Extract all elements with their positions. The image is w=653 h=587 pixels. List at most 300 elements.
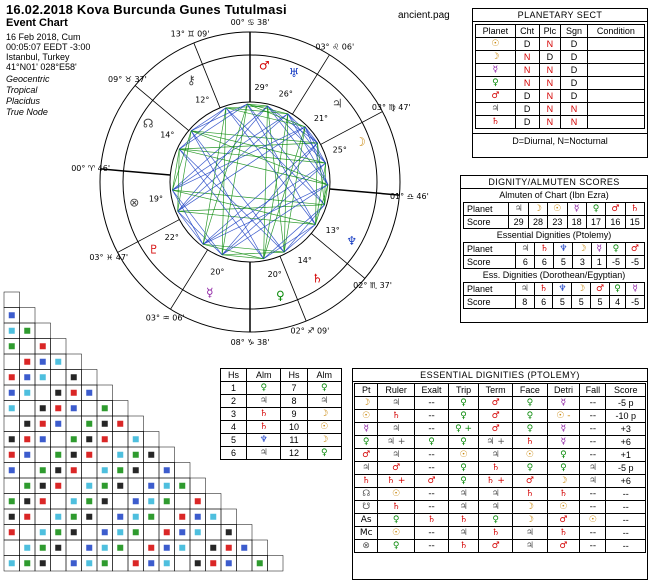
score-row (464, 216, 645, 229)
dignity-cell: +3 (606, 423, 646, 436)
dignity-cell: ♂ (547, 514, 580, 527)
aspect-mark (86, 498, 92, 504)
aspect-cell (206, 494, 222, 510)
planet-glyph: ♃ (476, 103, 516, 116)
house-cusp-line (321, 112, 383, 145)
aspect-mark (133, 436, 139, 442)
aspect-grid (2, 290, 302, 585)
dignity-cell: ♃ (378, 397, 415, 410)
dignity-cell: ♄ (547, 488, 580, 501)
aspect-mark (24, 452, 30, 458)
dignity-cell: ♀ (378, 514, 415, 527)
score-cell: 5 (591, 296, 610, 309)
sect-condition-cell (587, 51, 644, 64)
column-header: Detri (547, 384, 580, 397)
aspect-cell (4, 540, 20, 556)
dignity-cell: ☿ (547, 436, 580, 449)
chart-option-geocentric: Geocentric (6, 74, 50, 84)
dignity-cell: -- (414, 397, 448, 410)
aspect-mark (9, 405, 15, 411)
point-glyph: ☊ (355, 488, 378, 501)
score-cell: 8 (515, 296, 534, 309)
aspect-cell (175, 556, 191, 572)
planet-degree: 14° (160, 130, 175, 140)
dignity-cell: ♀ + (449, 423, 479, 436)
aspect-mark (71, 374, 77, 380)
dignity-cell: ♂ (479, 423, 513, 436)
sect-sgn-cell: D (561, 90, 588, 103)
aspect-mark (86, 545, 92, 551)
score-cell: -5 (607, 256, 626, 269)
aspect-mark (117, 483, 123, 489)
score-cell: 18 (567, 216, 586, 229)
aspect-mark (117, 452, 123, 458)
dignity-cell: ♃ (580, 475, 606, 488)
column-header: Trip (449, 384, 479, 397)
dignity-cell: ☽ (513, 501, 547, 514)
sect-cht-cell: N (515, 64, 539, 77)
aspect-cell (268, 556, 284, 572)
aspect-cell (82, 370, 98, 386)
ptolemy-dignity-table (463, 242, 645, 269)
column-header: Fall (580, 384, 606, 397)
sect-plc-cell: N (539, 38, 561, 51)
aspect-mark (86, 421, 92, 427)
chart-location: Istanbul, Turkey (6, 52, 70, 62)
aspect-mark (55, 514, 61, 520)
score-cell: 6 (534, 296, 553, 309)
table-row (476, 116, 645, 129)
aspect-cell (190, 478, 206, 494)
aspect-mark (40, 374, 46, 380)
house-cusp-label: 03° ♓ 47' (89, 253, 129, 263)
aspect-mark (9, 328, 15, 334)
dignity-cell: -- (580, 449, 606, 462)
planet-degree: 22° (164, 232, 179, 242)
aspect-cell (128, 416, 144, 432)
planet-glyph: ♂ (258, 58, 270, 73)
planet-glyph: ☽ (573, 243, 592, 256)
chart-subtitle: Event Chart (6, 17, 68, 29)
point-glyph: ⊗ (355, 540, 378, 553)
aspect-line (179, 149, 328, 185)
aspect-cell (20, 308, 36, 324)
score-cell: 1 (592, 256, 607, 269)
planet-glyph: ☊ (142, 116, 154, 131)
aspect-line (222, 255, 263, 259)
aspect-cell (237, 556, 253, 572)
planet-degree: 20° (267, 270, 282, 280)
aspect-cell (82, 525, 98, 541)
almuten-glyph: ♄ (247, 421, 281, 434)
aspect-cell (20, 401, 36, 417)
planet-degree: 19° (148, 194, 164, 204)
dignity-cell: -- (580, 397, 606, 410)
aspect-line (264, 224, 316, 258)
dignity-almuten-panel (460, 175, 648, 323)
dignity-cell: -- (580, 527, 606, 540)
planet-row (464, 243, 645, 256)
aspect-cell (35, 509, 51, 525)
dignity-cell: ☉ (513, 449, 547, 462)
aspect-mark (24, 421, 30, 427)
aspect-cell (144, 525, 160, 541)
score-cell: -5 (626, 296, 645, 309)
score-cell: 5 (572, 296, 591, 309)
score-cell: 29 (509, 216, 528, 229)
planet-glyph: ♃ (516, 243, 535, 256)
dignity-cell: ♄ (378, 410, 415, 423)
aspect-mark (55, 545, 61, 551)
aspect-mark (117, 545, 123, 551)
dignity-cell: -- (414, 501, 448, 514)
aspect-mark (86, 390, 92, 396)
planet-glyph: ♄ (476, 116, 516, 129)
aspect-mark (195, 514, 201, 520)
aspect-mark (102, 421, 108, 427)
house-cusp-label: 08° ♑ 38' (230, 338, 270, 347)
planet-glyph: ☿ (206, 285, 214, 300)
column-header: Cht (515, 25, 539, 38)
planet-glyph: ♂ (625, 243, 644, 256)
dignity-cell: -- (606, 488, 646, 501)
aspect-mark (102, 467, 108, 473)
row-label: Planet (464, 243, 516, 256)
aspect-mark (133, 529, 139, 535)
score-cell: 6 (516, 256, 535, 269)
column-header: Condition (587, 25, 644, 38)
essential-dignities-rows (355, 397, 646, 553)
aspect-cell (237, 525, 253, 541)
dignity-cell: -- (580, 410, 606, 423)
dignity-cell: ♄ (378, 501, 415, 514)
aspect-mark (9, 390, 15, 396)
aspect-mark (71, 560, 77, 566)
table-row (476, 38, 645, 51)
table-row (476, 90, 645, 103)
almuten-glyph: ♃ (247, 395, 281, 408)
row-label: Planet (464, 203, 509, 216)
aspect-mark (195, 560, 201, 566)
aspect-mark (71, 514, 77, 520)
sect-sgn-cell: D (561, 64, 588, 77)
dignity-cell: ♃ + (479, 436, 513, 449)
aspect-mark (226, 560, 232, 566)
aspect-mark (164, 467, 170, 473)
house-cusp-label: 09° ♉ 37' (108, 75, 147, 85)
aspect-mark (71, 529, 77, 535)
aspect-mark (210, 514, 216, 520)
dignity-cell: ♄ (479, 462, 513, 475)
planetary-sect-legend: D=Diurnal, N=Nocturnal (473, 133, 647, 146)
chart-coords: 41°N01' 028°E58' (6, 62, 77, 72)
sect-cht-cell: N (515, 77, 539, 90)
aspect-mark (24, 545, 30, 551)
planet-glyph: ♀ (586, 203, 605, 216)
aspect-line (222, 163, 326, 255)
planet-glyph: ♄ (625, 203, 644, 216)
planet-glyph: ♅ (288, 66, 300, 81)
almuten-glyph: ♄ (247, 408, 281, 421)
aspect-mark (24, 514, 30, 520)
house-cusp-line (101, 169, 171, 175)
aspect-cell (97, 385, 113, 401)
aspect-cell (113, 401, 129, 417)
dignity-cell: ♃ + (378, 436, 415, 449)
score-cell: 4 (609, 296, 625, 309)
aspect-mark (179, 483, 185, 489)
aspect-mark (195, 529, 201, 535)
point-glyph: ♄ (355, 475, 378, 488)
point-glyph: ☽ (355, 397, 378, 410)
aspect-mark (164, 498, 170, 504)
chart-time: 00:05:07 EEDT -3:00 (6, 42, 91, 52)
column-header: Pt (355, 384, 378, 397)
dignity-cell: -- (580, 436, 606, 449)
dignity-cell: ♀ (513, 410, 547, 423)
point-glyph: ☉ (355, 410, 378, 423)
aspect-mark (148, 452, 154, 458)
dignity-cell: -- (414, 488, 448, 501)
dignity-cell: ♃ (449, 527, 479, 540)
egyptian-dignity-table (463, 282, 645, 309)
aspect-mark (55, 390, 61, 396)
planet-degree: 12° (195, 95, 210, 105)
almuten-glyph: ♃ (307, 395, 341, 408)
house-cusp-label: 03° ♒ 06' (145, 313, 185, 323)
house-number: 7 (281, 382, 307, 395)
dignity-cell: ♀ (378, 540, 415, 553)
table-row (355, 488, 646, 501)
point-glyph: ☋ (355, 501, 378, 514)
aspect-line (178, 211, 203, 244)
column-header: Plc (539, 25, 561, 38)
aspect-cell (159, 509, 175, 525)
column-header: Term (479, 384, 513, 397)
aspect-cell (66, 540, 82, 556)
almuten-glyph: ☽ (307, 434, 341, 447)
house-cusp-label: 00° ♋ 38' (230, 18, 270, 27)
sect-plc-cell: N (539, 77, 561, 90)
dignity-cell: ♂ (479, 397, 513, 410)
sect-sgn-cell: D (561, 51, 588, 64)
aspect-mark (24, 498, 30, 504)
dignity-cell: ♃ (513, 540, 547, 553)
sect-cht-cell: D (515, 90, 539, 103)
aspect-mark (148, 514, 154, 520)
dignity-cell: -- (606, 540, 646, 553)
planet-row (464, 283, 645, 296)
dignity-cell: -- (414, 540, 448, 553)
dignity-cell: ♀ (513, 423, 547, 436)
aspect-cell (35, 385, 51, 401)
aspect-mark (179, 529, 185, 535)
aspect-mark (40, 343, 46, 349)
column-header: Face (513, 384, 547, 397)
dignity-cell: ♀ (449, 410, 479, 423)
planetary-sect-panel (472, 8, 648, 158)
aspect-mark (40, 421, 46, 427)
dignity-cell: ♀ (449, 462, 479, 475)
column-header: Alm (247, 369, 281, 382)
planet-glyph: ♃ (331, 96, 343, 111)
aspect-mark (24, 483, 30, 489)
score-row (464, 256, 645, 269)
column-header: Planet (476, 25, 516, 38)
table-row (355, 475, 646, 488)
dignity-cell: ♃ (513, 527, 547, 540)
aspect-cell (206, 525, 222, 541)
aspect-line (172, 106, 267, 190)
dignity-cell: ♂ (513, 475, 547, 488)
aspect-line (179, 149, 263, 259)
house-cusp-label: 02° ♐ 09' (290, 326, 330, 336)
dignity-cell: ☉ (378, 527, 415, 540)
row-label: Score (464, 296, 516, 309)
dignity-cell: ♄ (479, 527, 513, 540)
aspect-mark (24, 328, 30, 334)
house-number: 3 (221, 408, 247, 421)
house-number: 12 (281, 447, 307, 460)
aspect-line (222, 252, 284, 255)
aspect-line (178, 106, 268, 211)
dignity-cell: ♃ (378, 423, 415, 436)
aspect-mark (55, 359, 61, 365)
planet-glyph: ☽ (355, 134, 366, 149)
planet-glyph: ⚷ (186, 73, 196, 88)
dignity-cell: ♂ (378, 462, 415, 475)
dignity-cell: ♀ (547, 462, 580, 475)
sect-sgn-cell: N (561, 116, 588, 129)
aspect-mark (179, 545, 185, 551)
aspect-mark (9, 467, 15, 473)
planet-glyph: ♂ (606, 203, 625, 216)
dignity-cell: -- (414, 462, 448, 475)
aspect-line (268, 106, 318, 143)
aspect-mark (40, 483, 46, 489)
ibn-ezra-title: Almuten of Chart (Ibn Ezra) (499, 190, 609, 200)
row-label: Planet (464, 283, 516, 296)
dignity-cell: -- (414, 410, 448, 423)
aspect-cell (144, 463, 160, 479)
table-header-row (355, 384, 646, 397)
aspect-cell (51, 494, 67, 510)
planet-glyph: ☿ (567, 203, 586, 216)
almuten-glyph: ♃ (247, 447, 281, 460)
aspect-mark (9, 529, 15, 535)
aspect-mark (86, 560, 92, 566)
dignity-cell: ♀ (547, 449, 580, 462)
aspect-line (178, 211, 316, 224)
aspect-mark (226, 529, 232, 535)
dignity-cell: ♀ (449, 436, 479, 449)
aspect-mark (40, 359, 46, 365)
aspect-mark (40, 560, 46, 566)
dignity-cell: ♀ (449, 475, 479, 488)
planet-glyph: ☿ (626, 283, 645, 296)
table-row (476, 77, 645, 90)
house-number: 9 (281, 408, 307, 421)
dignity-cell: -- (606, 501, 646, 514)
dignity-cell: -5 p (606, 397, 646, 410)
score-cell: 5 (553, 296, 572, 309)
table-row (355, 540, 646, 553)
planet-glyph: ♃ (509, 203, 528, 216)
planet-glyph: ☽ (572, 283, 591, 296)
dignity-cell: ♂ (479, 410, 513, 423)
aspect-mark (9, 514, 15, 520)
house-number: 6 (221, 447, 247, 460)
almuten-glyph: ♀ (307, 382, 341, 395)
table-header-row (476, 25, 645, 38)
aspect-mark (71, 405, 77, 411)
dignity-cell: ♄ + (378, 475, 415, 488)
aspect-line (264, 114, 288, 259)
aspect-cell (175, 494, 191, 510)
house-cusp-line (330, 189, 400, 195)
planet-glyph: ♀ (276, 288, 285, 303)
aspect-cell (97, 509, 113, 525)
planet-glyph: ♇ (148, 242, 160, 257)
sect-plc-cell: N (539, 90, 561, 103)
aspect-mark (102, 405, 108, 411)
sect-cht-cell: N (515, 51, 539, 64)
aspect-mark (102, 498, 108, 504)
table-row (476, 51, 645, 64)
score-cell: 15 (625, 216, 644, 229)
table-row (355, 436, 646, 449)
planetary-sect-table (475, 24, 645, 129)
sect-sgn-cell: D (561, 77, 588, 90)
dignity-cell: ♃ (479, 501, 513, 514)
aspect-cell (66, 354, 82, 370)
dignity-cell: ♃ (449, 501, 479, 514)
sect-condition-cell (587, 90, 644, 103)
sect-sgn-cell: D (561, 38, 588, 51)
planet-degree: 20° (210, 267, 225, 277)
aspect-cell (221, 509, 237, 525)
aspect-cell (4, 478, 20, 494)
aspect-cell (159, 447, 175, 463)
house-number: 11 (281, 434, 307, 447)
aspect-mark (241, 545, 247, 551)
chart-option-node: True Node (6, 107, 48, 117)
aspect-mark (55, 529, 61, 535)
planet-glyph: ♀ (476, 77, 516, 90)
house-number: 10 (281, 421, 307, 434)
planet-glyph: ♃ (515, 283, 534, 296)
aspect-line (305, 127, 326, 163)
sect-condition-cell (587, 116, 644, 129)
aspect-cell (20, 339, 36, 355)
dignity-cell: -- (580, 423, 606, 436)
planet-glyph: ☿ (476, 64, 516, 77)
aspect-mark (133, 560, 139, 566)
aspect-mark (148, 545, 154, 551)
aspect-cell (4, 292, 20, 308)
aspect-cell (20, 525, 36, 541)
aspect-mark (24, 374, 30, 380)
dignity-cell: -- (580, 488, 606, 501)
sect-condition-cell (587, 103, 644, 116)
house-cusp-label: 13° ♊ 09' (170, 29, 210, 39)
aspect-cell (252, 540, 268, 556)
house-cusp-label: 03° ♍ 47' (371, 102, 411, 112)
planet-glyph: ♄ (312, 271, 323, 286)
aspect-line (191, 108, 226, 131)
aspect-mark (117, 529, 123, 535)
planet-glyph: ☿ (592, 243, 607, 256)
